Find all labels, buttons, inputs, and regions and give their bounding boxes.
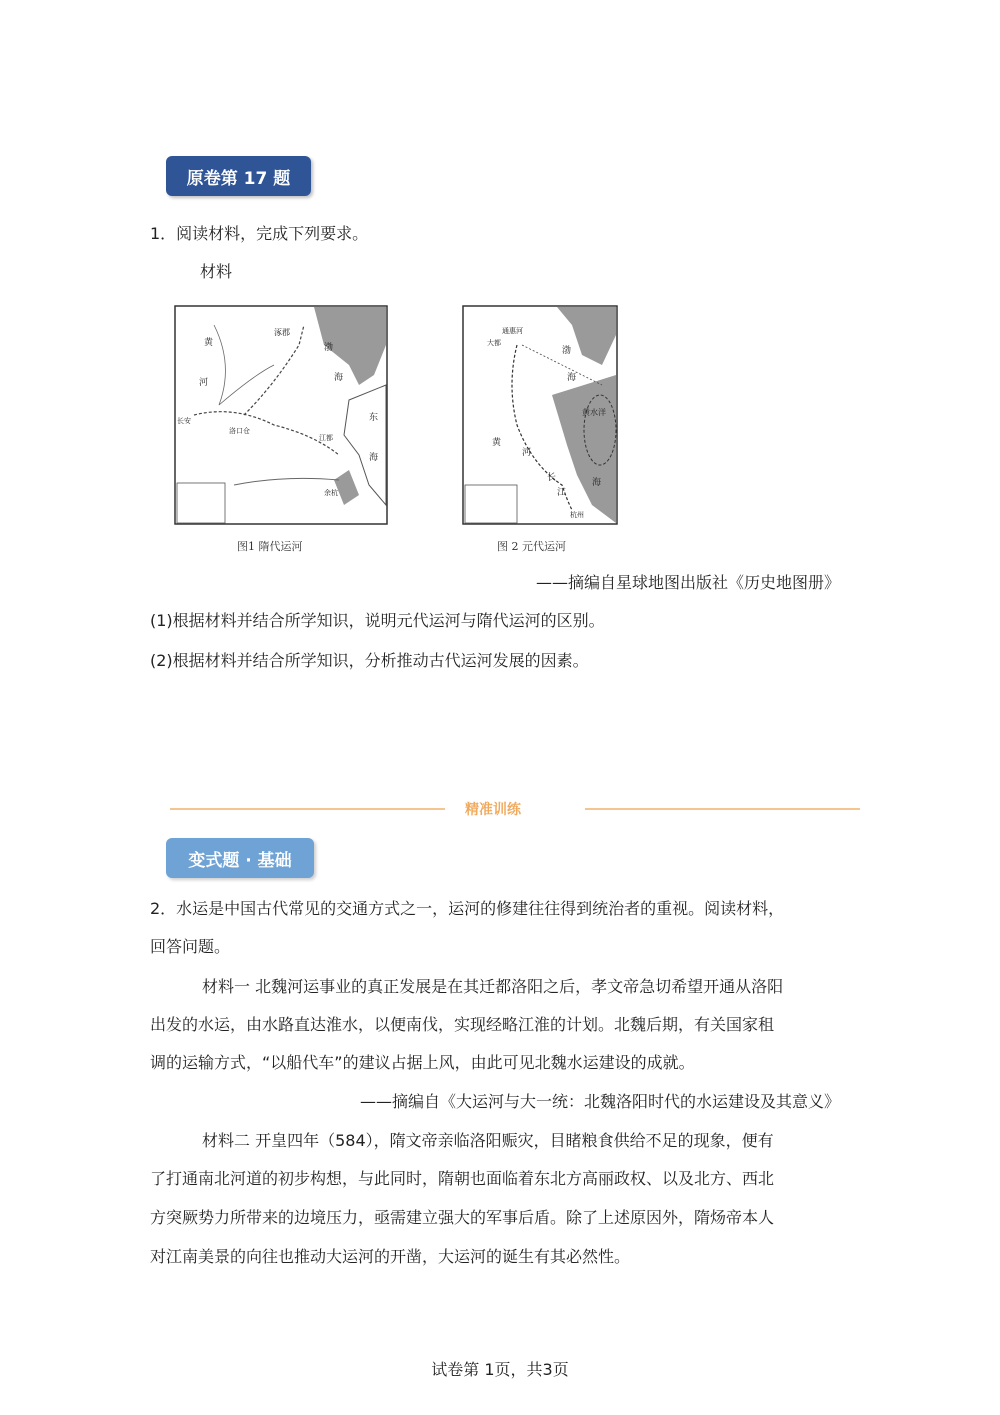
map1-label: 海: [334, 373, 344, 383]
map2-label: 渤: [562, 346, 572, 356]
map1-label: 长安: [177, 417, 191, 425]
map2-label: 海: [592, 478, 602, 488]
q2-line: 方突厥势力所带来的边境压力，亟需建立强大的军事后盾。除了上述原因外，隋炀帝本人: [150, 1208, 775, 1227]
q2-line: 材料二 开皇四年（584），隋文帝亲临洛阳赈灾，目睹粮食供给不足的现象，便有: [202, 1131, 774, 1150]
map1-label: 洛口仓: [229, 427, 250, 435]
q2-line: 材料一 北魏河运事业的真正发展是在其迁都洛阳之后，孝文帝急切希望开通从洛阳: [202, 977, 784, 996]
map1-label: 渤: [324, 343, 334, 353]
map1-label: 东: [369, 413, 379, 423]
variant-badge: 变式题 · 基础: [166, 838, 314, 878]
q2-source: ——摘编自《大运河与大一统：北魏洛阳时代的水运建设及其意义》: [359, 1092, 840, 1111]
map1-label: 黄: [204, 338, 214, 348]
map1-label: 河: [199, 378, 209, 388]
map-sui-canal: [174, 305, 388, 525]
map1-label: 海: [369, 453, 379, 463]
map2-label: 江: [557, 488, 567, 498]
map1-label: 涿郡: [274, 328, 290, 337]
original-question-badge: 原卷第 17 题: [166, 156, 311, 196]
map2-label: 黄水洋: [582, 408, 606, 417]
map2-label: 黄: [492, 438, 502, 448]
q1-sub2: (2)根据材料并结合所学知识，分析推动古代运河发展的因素。: [150, 651, 589, 670]
divider-line-right: [585, 808, 860, 810]
page-footer: 试卷第 1页，共3页: [431, 1360, 569, 1379]
map1-label: 余杭: [324, 489, 338, 497]
map1-label: 江都: [319, 434, 333, 442]
q1-sub1: (1)根据材料并结合所学知识，说明元代运河与隋代运河的区别。: [150, 611, 605, 630]
q1-material-label: 材料: [200, 262, 233, 281]
q2-line: 了打通南北河道的初步构想，与此同时，隋朝也面临着东北方高丽政权、以及北方、西北: [150, 1169, 775, 1188]
q2-line: 对江南美景的向往也推动大运河的开凿，大运河的诞生有其必然性。: [150, 1247, 631, 1266]
q2-line: 出发的水运，由水路直达淮水，以便南伐，实现经略江淮的计划。北魏后期，有关国家租: [150, 1015, 775, 1034]
map2-label: 河: [522, 448, 532, 458]
map1-caption: 图1 隋代运河: [237, 540, 303, 553]
map2-caption: 图 2 元代运河: [497, 540, 566, 553]
map-yuan-canal: [462, 305, 618, 525]
q2-line: 回答问题。: [150, 937, 231, 956]
q2-line: 2．水运是中国古代常见的交通方式之一，运河的修建往往得到统治者的重视。阅读材料，: [150, 899, 785, 918]
map2-label: 海: [567, 373, 577, 383]
map2-label: 长: [547, 473, 557, 483]
q1-stem: 1．阅读材料，完成下列要求。: [150, 224, 369, 243]
divider-line-left: [170, 808, 445, 810]
q1-source: ——摘编自星球地图出版社《历史地图册》: [535, 573, 840, 592]
map2-label: 大都: [487, 339, 501, 347]
divider-title: 精准训练: [465, 802, 521, 818]
map2-label: 杭州: [570, 511, 584, 519]
q2-line: 调的运输方式，“以船代车”的建议占据上风，由此可见北魏水运建设的成就。: [150, 1053, 695, 1072]
map2-label: 通惠河: [502, 327, 523, 335]
